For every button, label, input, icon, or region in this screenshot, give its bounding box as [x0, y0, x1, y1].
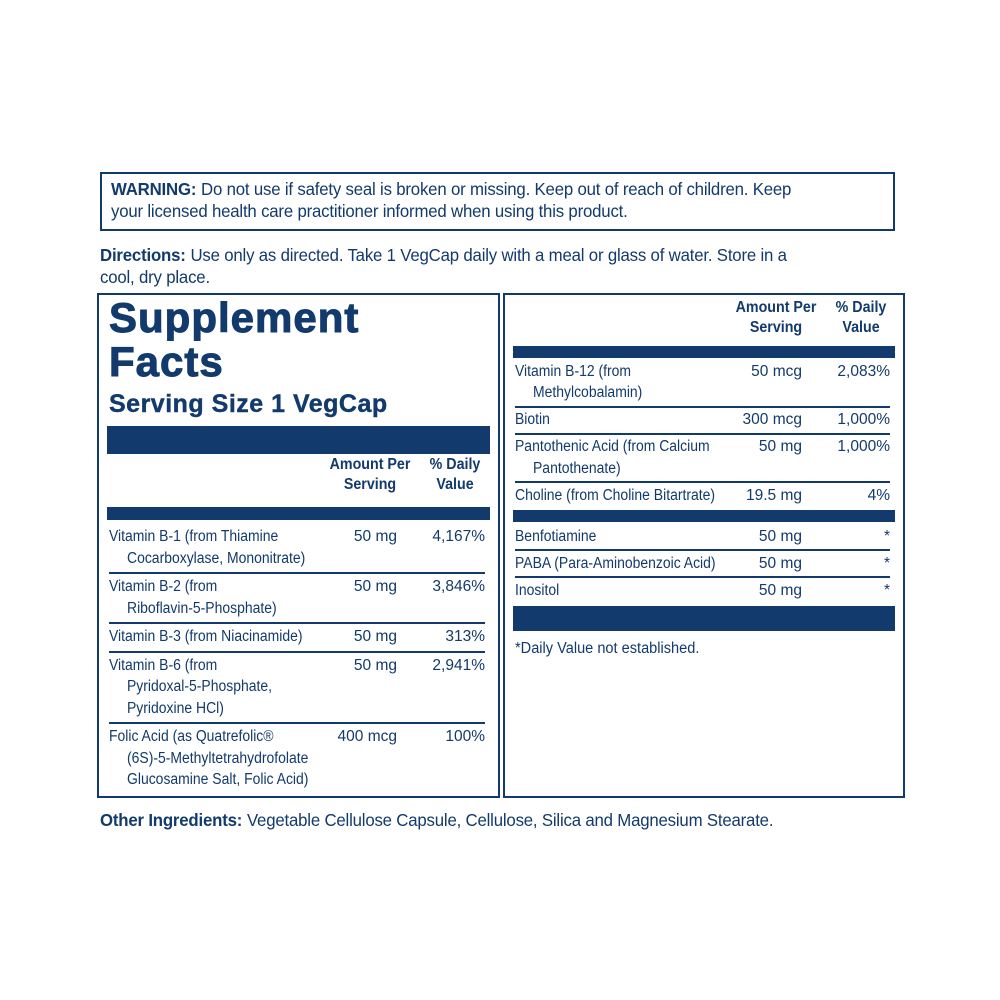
amount-per-serving-header: Amount Per Serving	[735, 299, 817, 336]
amount-value: 50 mg	[353, 528, 397, 545]
ingredient-name: Folic Acid (as Quatrefolic®	[109, 728, 274, 745]
amount-value: 50 mcg	[751, 362, 802, 380]
ingredient-name: Biotin	[515, 411, 550, 428]
table-row	[109, 724, 485, 794]
daily-value: 1,000%	[837, 438, 890, 455]
daily-value: 4%	[867, 486, 890, 504]
daily-value-header: % Daily Value	[429, 456, 481, 493]
ingredient-name: Vitamin B-2 (from	[109, 578, 218, 595]
directions-line-1	[100, 245, 868, 267]
directions-text-1: Use only as directed. Take 1 VegCap daily with a meal or glass of water. Store in a	[190, 245, 787, 265]
directions-label: Directions:	[100, 245, 186, 265]
ingredient-name-continued: Glucosamine Salt, Folic Acid)	[127, 771, 309, 788]
serving-size: Serving Size 1 VegCap	[109, 390, 388, 418]
amount-value: 400 mcg	[337, 728, 397, 745]
supplement-facts-panel-right	[503, 293, 905, 798]
ingredient-name: Vitamin B-1 (from Thiamine	[109, 528, 279, 545]
ingredient-name: Pantothenic Acid (from Calcium	[515, 438, 710, 455]
amount-value: 50 mg	[353, 578, 397, 595]
ingredient-name: Choline (from Choline Bitartrate)	[515, 486, 716, 504]
ingredient-name: Benfotiamine	[515, 527, 597, 545]
ingredient-name-continued: Pyridoxal-5-Phosphate,	[127, 678, 273, 695]
table-row	[109, 524, 485, 574]
directions-line-2: cool, dry place.	[100, 266, 210, 287]
daily-value: 313%	[445, 628, 485, 645]
ingredient-name: PABA (Para-Aminobenzoic Acid)	[515, 554, 716, 572]
supplement-facts-panel-left	[97, 293, 500, 798]
directions-section	[100, 245, 900, 288]
title-line-2: Facts	[109, 338, 224, 385]
nutrient-rows-starred	[515, 524, 890, 603]
other-ingredients-section	[100, 810, 920, 832]
amount-value: 300 mcg	[742, 411, 802, 428]
table-row	[515, 359, 890, 408]
separator-bar	[513, 606, 895, 631]
amount-value: 50 mg	[758, 554, 802, 572]
daily-value: 2,941%	[432, 656, 485, 674]
other-ingredients-label: Other Ingredients:	[100, 810, 243, 830]
table-row	[515, 435, 890, 484]
separator-bar	[513, 346, 895, 358]
other-ingredients-line	[100, 810, 887, 832]
amount-value: 50 mg	[758, 581, 802, 599]
ingredient-name: Vitamin B-12 (from	[515, 362, 632, 380]
daily-value: 2,083%	[837, 362, 890, 380]
table-row	[109, 624, 485, 653]
amount-per-serving-header: Amount Per Serving	[329, 456, 411, 493]
warning-box	[100, 172, 895, 231]
ingredient-name: Vitamin B-3 (from Niacinamide)	[109, 628, 303, 645]
ingredient-name-continued: (6S)-5-Methyltetrahydrofolate	[127, 749, 309, 767]
amount-value: 50 mg	[353, 656, 397, 674]
separator-bar	[107, 426, 490, 454]
column-headers-right	[515, 298, 890, 342]
separator-bar	[513, 510, 895, 522]
daily-value: *	[883, 581, 890, 599]
amount-value: 50 mg	[758, 438, 802, 455]
title-line-1: Supplement	[109, 294, 360, 341]
column-headers-left	[109, 455, 485, 499]
ingredient-name-continued: Methylcobalamin)	[533, 384, 643, 401]
ingredient-name-continued: Riboflavin-5-Phosphate)	[127, 599, 277, 617]
nutrient-rows-main	[515, 359, 890, 508]
amount-value: 50 mg	[353, 628, 397, 645]
ingredient-name-continued: Pantothenate)	[533, 459, 621, 477]
nutrient-rows-right	[515, 359, 890, 660]
table-row	[515, 578, 890, 603]
warning-label: WARNING:	[111, 179, 197, 199]
table-row	[515, 551, 890, 578]
ingredient-name: Inositol	[515, 581, 560, 599]
warning-line-1	[111, 179, 853, 201]
other-ingredients-text: Vegetable Cellulose Capsule, Cellulose, Silica and Magnesium Stearate.	[246, 810, 774, 830]
daily-value: 1,000%	[837, 411, 890, 428]
daily-value-header: % Daily Value	[835, 299, 887, 336]
ingredient-name-continued: Cocarboxylase, Mononitrate)	[127, 549, 306, 567]
table-row	[515, 524, 890, 551]
ingredient-name: Vitamin B-6 (from	[109, 656, 218, 674]
warning-line-2: your licensed health care practitioner informed when using this product.	[111, 200, 628, 221]
table-row	[109, 574, 485, 624]
nutrient-rows-left	[109, 524, 485, 794]
daily-value: *	[883, 554, 890, 572]
separator-bar	[107, 507, 490, 520]
table-row	[515, 408, 890, 435]
daily-value: 3,846%	[432, 578, 485, 595]
daily-value: 4,167%	[432, 528, 485, 545]
amount-value: 19.5 mg	[745, 486, 802, 504]
daily-value: 100%	[445, 728, 485, 745]
supplement-facts-title	[109, 296, 359, 384]
daily-value-footnote: *Daily Value not established.	[515, 640, 700, 657]
table-row	[109, 653, 485, 725]
amount-value: 50 mg	[758, 527, 802, 545]
daily-value: *	[883, 527, 890, 545]
warning-text-1: Do not use if safety seal is broken or missing. Keep out of reach of children. Keep	[201, 179, 792, 199]
table-row	[515, 483, 890, 508]
ingredient-name-continued: Pyridoxine HCl)	[127, 699, 224, 717]
